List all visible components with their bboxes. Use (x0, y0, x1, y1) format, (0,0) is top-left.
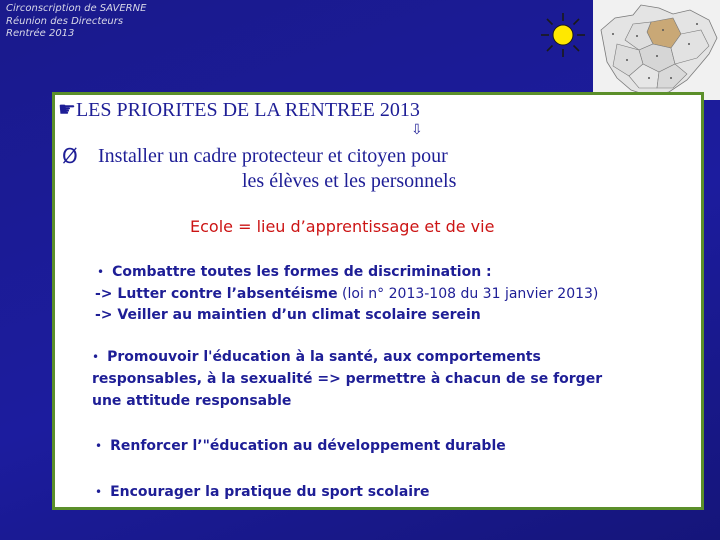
bullet-discrimination (97, 264, 492, 280)
header-line-year: Rentrée 2013 (6, 28, 75, 39)
arrow-down-icon: ⇩ (411, 122, 423, 138)
bullet-dot: • (95, 485, 103, 499)
slide-title-text: LES PRIORITES DE LA RENTREE 2013 (75, 99, 420, 121)
school-sport-text: Encourager la pratique du sport scolaire (110, 484, 430, 500)
health-line2: responsables, à la sexualité => permettre à chacun de se forger (92, 371, 603, 387)
header-line-circonscription: Circonscription de SAVERNE (6, 3, 147, 14)
sustainable-development-text: Renforcer l’"éducation au développement durable (110, 438, 506, 454)
header-info (6, 3, 146, 41)
sun-icon (540, 12, 586, 58)
school-climate-line: -> Veiller au maintien d’un climat scolaire serein (95, 307, 481, 323)
main-point-line2: les élèves et les personnels (242, 170, 457, 192)
arrow-bullet-icon: Ø (62, 144, 78, 168)
law-reference: (loi n° 2013-108 du 31 janvier 2013) (337, 286, 599, 302)
section-subtitle: Ecole = lieu d’apprentissage et de vie (190, 217, 495, 236)
bullet-dot: • (95, 439, 103, 453)
slide-title (58, 97, 420, 122)
health-line1: Promouvoir l'éducation à la santé, aux comportements (107, 349, 541, 365)
bullet-discrimination-text: Combattre toutes les formes de discrimination : (112, 264, 492, 280)
pointing-hand-icon: ☛ (58, 99, 76, 121)
bullet-health-education (92, 349, 541, 365)
region-map-image (593, 0, 720, 100)
absenteeism-text: -> Lutter contre l’absentéisme (95, 286, 338, 302)
bullet-dot: • (92, 350, 100, 364)
header-line-meeting: Réunion des Directeurs (6, 15, 124, 27)
health-line3: une attitude responsable (92, 393, 292, 409)
bullet-school-sport (95, 484, 429, 500)
bullet-dot: • (97, 265, 105, 279)
absenteeism-line (95, 286, 598, 302)
main-point-line1: Installer un cadre protecteur et citoyen pour (98, 145, 448, 167)
bullet-sustainable-development (95, 438, 506, 454)
